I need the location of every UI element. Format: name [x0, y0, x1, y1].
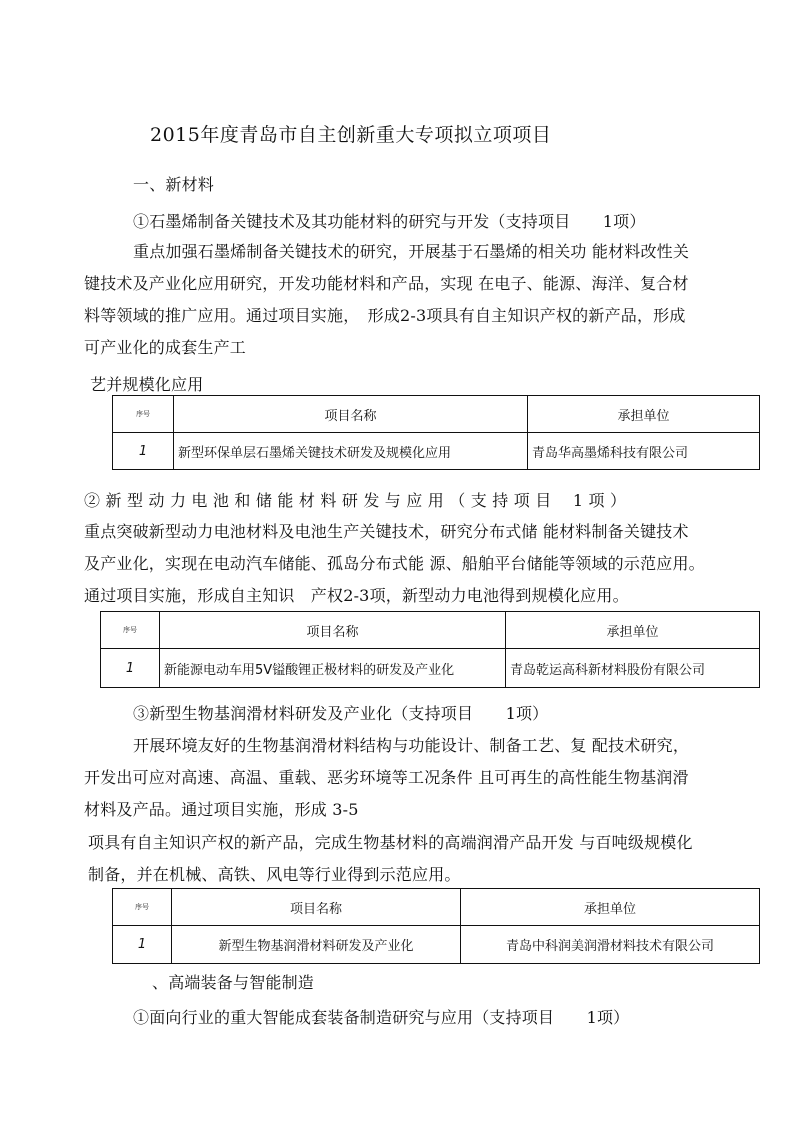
item3-line: 材料及产品。通过项目实施，形成 3-5	[84, 800, 359, 819]
header-unit: 承担单位	[506, 612, 760, 649]
item2-line: 重点突破新型动力电池材料及电池生产关键技术，研究分布式储 能材料制备关键技术	[84, 522, 689, 541]
item1-project-table	[112, 395, 760, 470]
item3-line: 制备，并在机械、高铁、风电等行业得到示范应用。	[88, 865, 461, 884]
section-heading-new-materials: 一、新材料	[133, 175, 215, 194]
item1-line: 艺并规模化应用	[90, 375, 204, 394]
row-project-name: 新能源电动车用5V镒酸锂正极材料的研发及产业化	[160, 649, 506, 688]
row-no: 1	[113, 926, 172, 964]
item2-heading: ② 新 型 动 力 电 池 和 储 能 材 料 研 发 与 应 用 （ 支 持 项 目 1 项 ）	[84, 491, 627, 510]
section-heading-high-end-equipment: 、高端装备与智能制造	[152, 973, 315, 992]
row-unit: 青岛中科润美润滑材料技术有限公司	[461, 926, 760, 964]
header-project-name: 项目名称	[160, 612, 506, 649]
item3-line: 开展环境友好的生物基润滑材料结构与功能设计、制备工艺、复 配技术研究，	[133, 736, 690, 755]
header-no: 序号	[101, 612, 160, 649]
page-title: 2015年度青岛市自主创新重大专项拟立项项目	[150, 124, 552, 146]
header-project-name: 项目名称	[172, 889, 461, 926]
item1-line: 键技术及产业化应用研究，开发功能材料和产品，实现 在电子、能源、海洋、复合材	[84, 274, 689, 293]
header-project-name: 项目名称	[174, 396, 528, 433]
row-project-name: 新型生物基润滑材料研发及产业化	[172, 926, 461, 964]
item1-heading: ①石墨烯制备关键技术及其功能材料的研究与开发（支持项目 1项）	[133, 212, 646, 231]
table-header-row	[113, 889, 760, 926]
item1-line: 可产业化的成套生产工	[84, 338, 247, 357]
header-unit: 承担单位	[461, 889, 760, 926]
row-no: 1	[101, 649, 160, 688]
item3-line: 项具有自主知识产权的新产品，完成生物基材料的高端润滑产品开发 与百吨级规模化	[88, 833, 693, 852]
item1-line: 料等领域的推广应用。通过项目实施， 形成2-3项具有自主知识产权的新产品，形成	[84, 306, 686, 325]
header-unit: 承担单位	[528, 396, 760, 433]
table-header-row	[113, 396, 760, 433]
table-row	[113, 926, 760, 964]
item2-project-table	[100, 611, 760, 688]
item3-heading: ③新型生物基润滑材料研发及产业化（支持项目 1项）	[133, 704, 549, 723]
table-header-row	[101, 612, 760, 649]
item2-line: 通过项目实施，形成自主知识 产权2-3项，新型动力电池得到规模化应用。	[84, 586, 629, 605]
table-row	[101, 649, 760, 688]
row-no: 1	[113, 433, 174, 470]
item3-line: 开发出可应对高速、高温、重载、恶劣环境等工况条件 且可再生的高性能生物基润滑	[84, 768, 689, 787]
table-row	[113, 433, 760, 470]
item3-project-table	[112, 888, 760, 964]
row-unit: 青岛乾运高科新材料股份有限公司	[506, 649, 760, 688]
header-no: 序号	[113, 889, 172, 926]
header-no: 序号	[113, 396, 174, 433]
row-unit: 青岛华高墨烯科技有限公司	[528, 433, 760, 470]
item1-line: 重点加强石墨烯制备关键技术的研究，开展基于石墨烯的相关功 能材料改性关	[133, 242, 690, 261]
item4-heading: ①面向行业的重大智能成套装备制造研究与应用（支持项目 1项）	[133, 1008, 630, 1027]
row-project-name: 新型环保单层石墨烯关键技术研发及规模化应用	[174, 433, 528, 470]
item2-line: 及产业化，实现在电动汽车储能、孤岛分布式能 源、船舶平台储能等领域的示范应用。	[84, 554, 705, 573]
